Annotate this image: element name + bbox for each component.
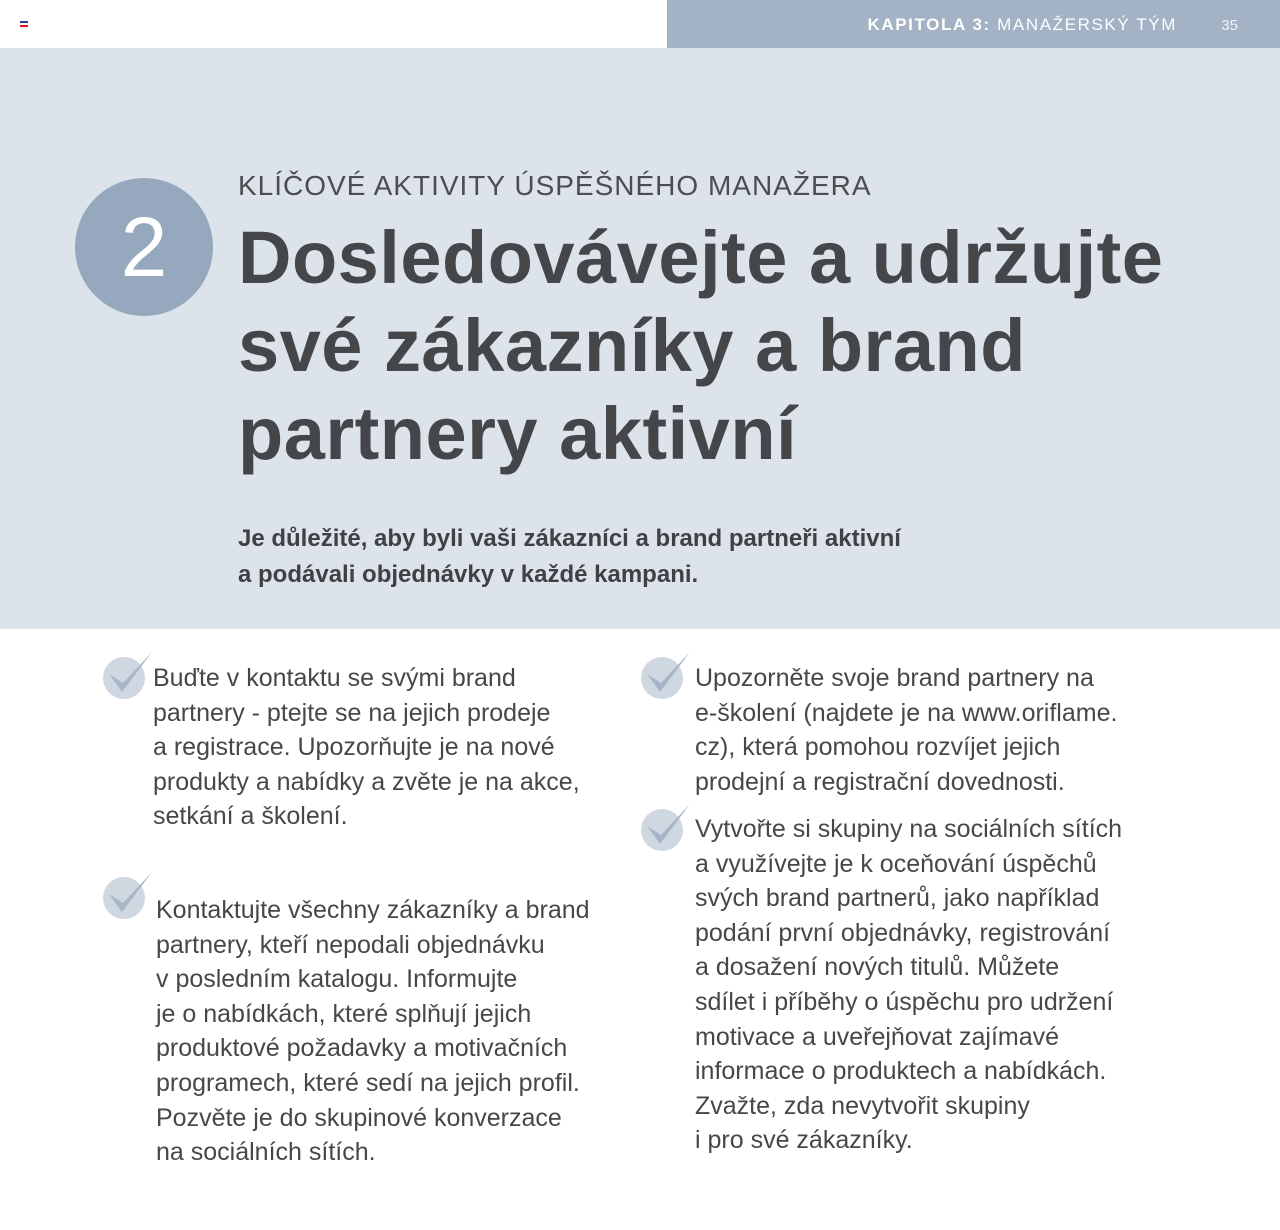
text-line: a využívejte je k oceňování úspěchů [695,849,1097,878]
chapter-title [867,15,1177,35]
checklist-item-text [156,893,590,1170]
text-line: a registrace. Upozorňujte je na nové [153,733,555,762]
text-line: Zvažte, zda nevytvořit skupiny [695,1091,1030,1120]
section-kicker: KLÍČOVÉ AKTIVITY ÚSPĚŠNÉHO MANAŽERA [238,170,872,201]
checklist-item-text [695,812,1122,1158]
lead-line: a podávali objednávky v každé kampani. [238,561,699,588]
text-line: partnery - ptejte se na jejich prodeje [153,698,551,727]
title-line: partnery aktivní [238,392,798,475]
page-title [238,214,1198,478]
title-line: své zákazníky a brand [238,304,1026,387]
checkmark-icon [100,648,156,704]
text-line: na sociálních sítích. [156,1138,376,1167]
checkmark-icon [638,800,694,856]
text-line: Pozvěte je do skupinové konverzace [156,1103,562,1132]
text-line: sdílet i příběhy o úspěchu pro udržení [695,987,1114,1016]
lead-line: Je důležité, aby byli vaši zákazníci a brand partneři aktivní [238,525,901,552]
text-line: programech, které sedí na jejich profil. [156,1068,580,1097]
text-line: cz), která pomohou rozvíjet jejich [695,733,1061,762]
title-line: Dosledovávejte a udržujte [238,216,1164,299]
step-number-badge: 2 [75,178,213,316]
text-line: Vytvořte si skupiny na sociálních sítích [695,815,1123,843]
text-line: v posledním katalogu. Informujte [156,965,518,994]
country-flag-icon [20,21,28,27]
lead-paragraph [238,521,901,593]
flag-stripe-bottom [20,25,28,27]
text-line: i pro své zákazníky. [695,1126,913,1155]
text-line: setkání a školení. [153,802,348,831]
text-line: Upozorněte svoje brand partnery na [695,664,1094,692]
chapter-name: MANAŽERSKÝ TÝM [997,15,1177,34]
checkmark-icon [638,648,694,704]
text-line: produkty a nabídky a zvěte je na akce, [153,767,580,796]
checkmark-circle [103,657,145,699]
checkmark-circle [103,877,145,919]
text-line: podání první objednávky, registrování [695,918,1111,947]
text-line: prodejní a registrační dovednosti. [695,767,1065,796]
text-line: motivace a uveřejňovat zajímavé [695,1022,1060,1051]
text-line: Buďte v kontaktu se svými brand [153,664,516,692]
checkmark-circle [641,809,683,851]
text-line: partnery, kteří nepodali objednávku [156,930,545,959]
text-line: informace o produktech a nabídkách. [695,1057,1107,1086]
checklist-item-text [695,661,1117,799]
chapter-header-bar [667,0,1280,48]
checkmark-circle [641,657,683,699]
checklist-item-text [153,661,580,834]
text-line: a dosažení nových titulů. Můžete [695,953,1060,982]
text-line: e-školení (najdete je na www.oriflame. [695,698,1118,727]
checkmark-icon [100,868,156,924]
page-number: 35 [1221,17,1238,34]
text-line: Kontaktujte všechny zákazníky a brand [156,896,590,924]
text-line: svých brand partnerů, jako například [695,884,1100,913]
text-line: produktové požadavky a motivačních [156,1034,568,1063]
text-line: je o nabídkách, které splňují jejich [156,999,532,1028]
chapter-number: KAPITOLA 3: [867,15,991,34]
